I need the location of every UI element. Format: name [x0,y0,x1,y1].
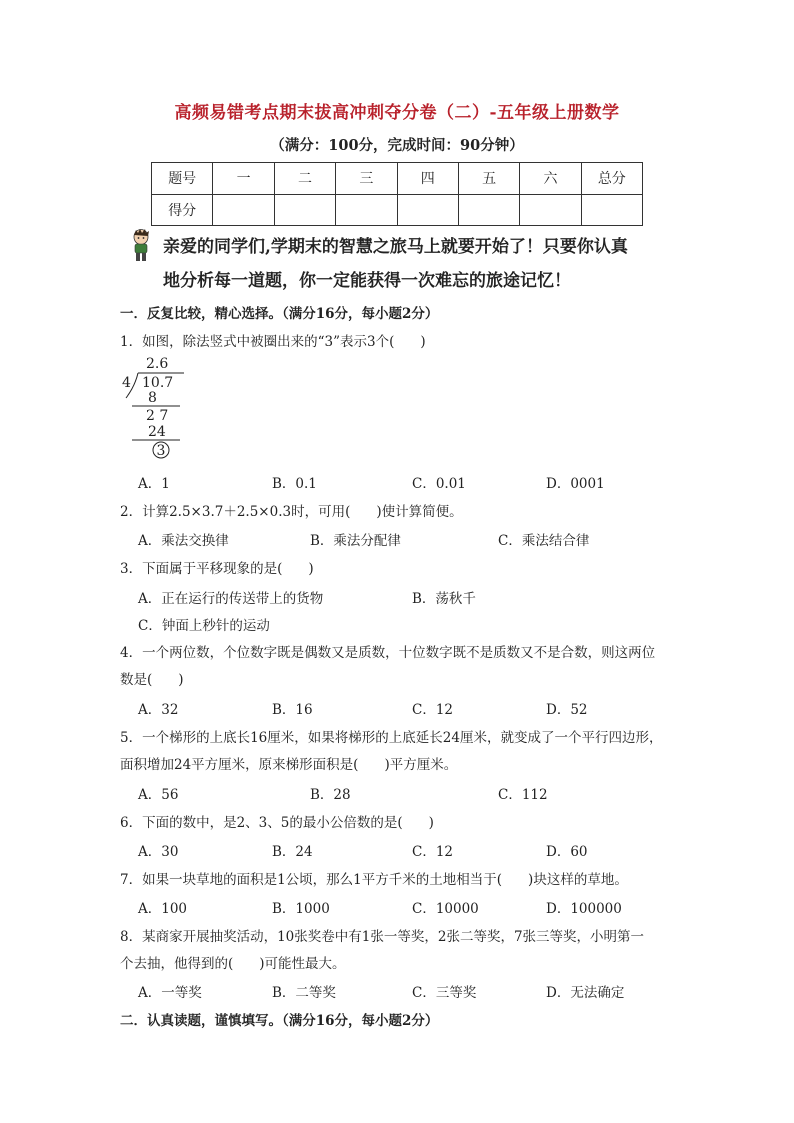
question-8-tail: )可能性最大。 [259,956,346,972]
score-header-cell: 三 [336,163,397,195]
division-step-1: 8 [148,390,157,406]
score-cell[interactable] [520,194,581,226]
section-1-heading: 一．反复比较，精心选择。（满分16分，每小题2分） [120,306,439,322]
score-header-cell: 二 [274,163,335,195]
score-table [151,162,643,226]
question-5-line-1: 5．一个梯形的上底长16厘米，如果将梯形的上底延长24厘米，就变成了一个平行四边形， [120,730,663,746]
q7-option-d[interactable]: D．100000 [546,901,622,917]
question-7-tail: )块这样的草地。 [528,872,628,888]
q6-option-a[interactable]: A．30 [138,844,179,860]
question-2 [120,500,463,520]
division-step-3: 24 [148,424,166,440]
intro-line-1: 亲爱的同学们,学期末的智慧之旅马上就要开始了！只要你认真 [163,237,628,257]
score-cell[interactable] [213,194,274,226]
q1-option-a[interactable]: A．1 [138,476,170,492]
q1-option-c[interactable]: C．0.01 [412,476,466,492]
division-quotient: 2.6 [146,356,169,372]
q7-option-c[interactable]: C．10000 [412,901,479,917]
score-table-score-row [152,194,643,226]
q4-option-a[interactable]: A．32 [138,702,179,718]
q6-option-d[interactable]: D．60 [546,844,588,860]
q7-option-a[interactable]: A．100 [138,901,188,917]
q4-option-c[interactable]: C．12 [412,702,454,718]
question-7 [120,868,628,888]
question-6-text: 6．下面的数中，是2、3、5的最小公倍数的是( [120,815,403,831]
student-mascot-icon [129,228,153,262]
q8-option-d[interactable]: D．无法确定 [546,985,625,1001]
q8-option-c[interactable]: C．三等奖 [412,985,477,1001]
division-figure [118,354,198,460]
question-5-line-2 [120,753,457,773]
q2-option-b[interactable]: B．乘法分配律 [310,533,401,549]
question-4-line-1: 4．一个两位数，个位数字既是偶数又是质数，十位数字既不是质数又不是合数，则这两位 [120,645,656,661]
question-5-tail: )平方厘米。 [384,757,458,773]
q3-option-c[interactable]: C．钟面上秒针的运动 [138,618,270,634]
score-header-cell: 六 [520,163,581,195]
division-step-2: 2 7 [146,408,169,424]
question-7-text: 7．如果一块草地的面积是1公顷，那么1平方千米的土地相当于( [120,872,503,888]
q7-option-b[interactable]: B．1000 [272,901,330,917]
q2-option-c[interactable]: C．乘法结合律 [498,533,590,549]
exam-subtitle: （满分：100分，完成时间：90分钟） [270,137,524,154]
division-dividend: 10.7 [142,375,174,391]
question-1 [120,330,426,350]
question-3-tail: ) [308,561,314,577]
question-8-line-1: 8．某商家开展抽奖活动，10张奖卷中有1张一等奖，2张二等奖，7张三等奖，小明第一 [120,929,645,945]
score-cell[interactable] [397,194,458,226]
question-6 [120,811,434,831]
q5-option-c[interactable]: C．112 [498,787,548,803]
q1-option-d[interactable]: D．0001 [546,476,605,492]
q6-option-b[interactable]: B．24 [272,844,313,860]
question-8-line-2 [120,952,346,972]
q8-option-a[interactable]: A．一等奖 [138,985,202,1001]
q5-option-a[interactable]: A．56 [138,787,179,803]
score-header-cell: 题号 [152,163,213,195]
score-row-label: 得分 [152,194,213,226]
q8-option-b[interactable]: B．二等奖 [272,985,336,1001]
q5-option-b[interactable]: B．28 [310,787,351,803]
question-4-tail: ) [178,672,184,688]
score-cell[interactable] [336,194,397,226]
division-divisor: 4 [122,375,131,391]
question-3 [120,557,314,577]
q2-option-a[interactable]: A．乘法交换律 [138,533,229,549]
q3-option-a[interactable]: A．正在运行的传送带上的货物 [138,591,324,607]
division-remainder: 3 [156,443,166,459]
intro-line-2: 地分析每一道题，你一定能获得一次难忘的旅途记忆！ [163,271,571,291]
score-cell[interactable] [274,194,335,226]
q4-option-b[interactable]: B．16 [272,702,313,718]
score-header-cell: 四 [397,163,458,195]
exam-title: 高频易错考点期末拔高冲刺夺分卷（二）-五年级上册数学 [174,103,620,123]
score-cell[interactable] [458,194,519,226]
section-2-heading: 二．认真读题，谨慎填写。（满分16分，每小题2分） [120,1013,439,1029]
question-3-text: 3．下面属于平移现象的是( [120,561,283,577]
question-6-tail: ) [428,815,434,831]
score-cell[interactable] [581,194,642,226]
q3-option-b[interactable]: B．荡秋千 [412,591,476,607]
question-1-tail: ) [420,334,426,350]
score-header-cell: 总分 [581,163,642,195]
question-5-text-2: 面积增加24平方厘米，原来梯形面积是( [120,757,359,773]
score-table-header-row [152,163,643,195]
q1-option-b[interactable]: B．0.1 [272,476,317,492]
question-4-line-2 [120,668,184,688]
q4-option-d[interactable]: D．52 [546,702,588,718]
question-2-tail: )使计算简便。 [376,504,463,520]
question-1-text: 1．如图，除法竖式中被圈出来的“3”表示3个( [120,334,395,350]
question-8-text-2: 个去抽，他得到的( [120,956,234,972]
q6-option-c[interactable]: C．12 [412,844,454,860]
score-header-cell: 五 [458,163,519,195]
score-header-cell: 一 [213,163,274,195]
question-2-text: 2．计算2.5×3.7＋2.5×0.3时，可用( [120,504,351,520]
question-4-text-2: 数是( [120,672,153,688]
